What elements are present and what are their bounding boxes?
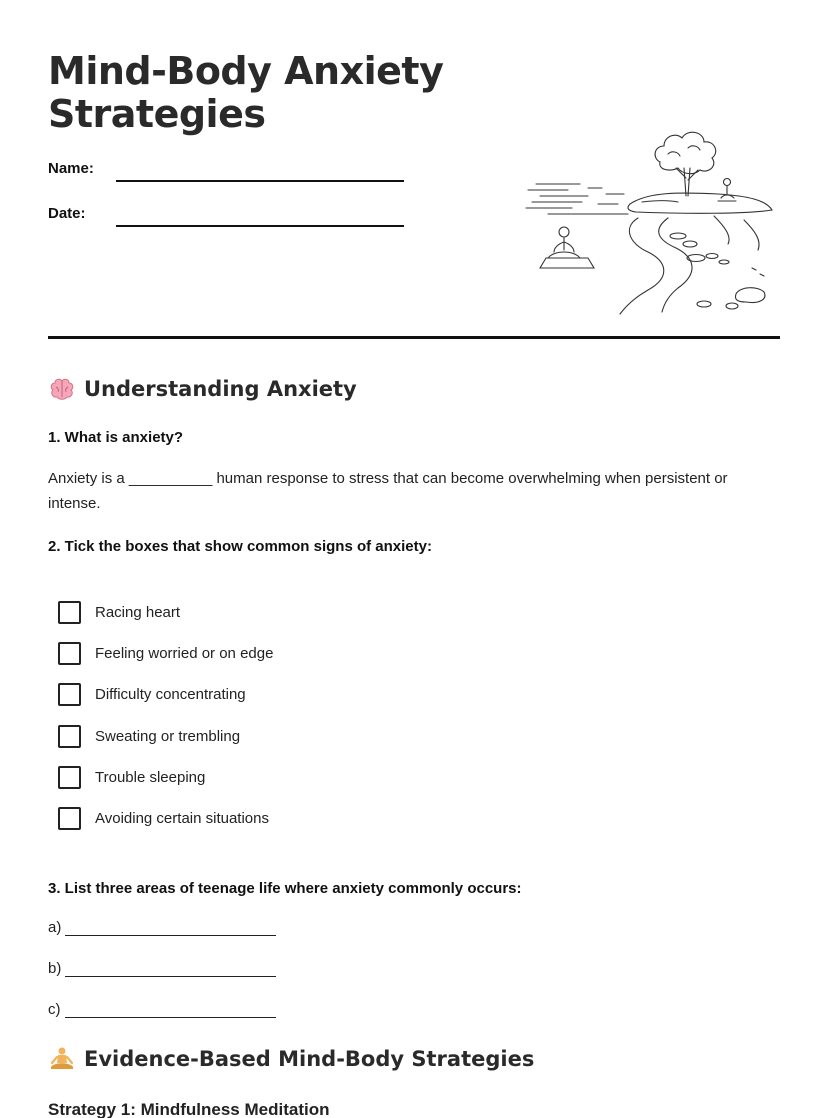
answer-line[interactable] xyxy=(65,963,276,977)
section-heading: Understanding Anxiety xyxy=(84,377,357,401)
checkbox[interactable] xyxy=(58,601,81,624)
answer-letter: b) xyxy=(48,960,62,977)
name-label: Name: xyxy=(48,160,94,177)
checkbox-item[interactable] xyxy=(58,600,180,624)
checkbox-item[interactable] xyxy=(58,641,273,665)
checkbox[interactable] xyxy=(58,725,81,748)
answer-b[interactable] xyxy=(48,960,276,977)
checkbox-item[interactable] xyxy=(58,682,246,706)
answer-c[interactable] xyxy=(48,1001,276,1018)
question-2-label: 2. Tick the boxes that show common signs of anxiety: xyxy=(48,538,432,555)
checkbox-label: Trouble sleeping xyxy=(95,768,206,786)
checkbox-label: Feeling worried or on edge xyxy=(95,644,274,662)
checkbox[interactable] xyxy=(58,807,81,830)
checkbox[interactable] xyxy=(58,683,81,706)
answer-letter: c) xyxy=(48,1001,61,1018)
checkbox[interactable] xyxy=(58,766,81,789)
section-mind-body-strategies xyxy=(48,1045,534,1073)
answer-letter: a) xyxy=(48,919,62,936)
person-meditating-icon xyxy=(48,1045,76,1073)
checkbox-label: Racing heart xyxy=(95,603,181,621)
checkbox-item[interactable] xyxy=(58,765,205,789)
answer-line[interactable] xyxy=(65,922,276,936)
date-field[interactable] xyxy=(116,225,404,227)
date-label: Date: xyxy=(48,205,86,222)
page-title: Mind-Body Anxiety Strategies xyxy=(48,49,444,136)
answer-a[interactable] xyxy=(48,919,276,936)
brain-icon xyxy=(48,375,76,403)
section-understanding-anxiety xyxy=(48,375,357,403)
checkbox-label: Difficulty concentrating xyxy=(95,685,246,703)
section-heading: Evidence-Based Mind-Body Strategies xyxy=(84,1047,535,1071)
checkbox[interactable] xyxy=(58,642,81,665)
question-1-label: 1. What is anxiety? xyxy=(48,429,184,446)
answer-line[interactable] xyxy=(65,1004,276,1018)
checkbox-label: Sweating or trembling xyxy=(95,727,241,745)
name-field[interactable] xyxy=(116,180,404,182)
question-1-text: Anxiety is a __________ human response to stress that can become overwhelming when persistent or intense. xyxy=(48,470,728,512)
checkbox-item[interactable] xyxy=(58,806,269,830)
strategy-1-heading: Strategy 1: Mindfulness Meditation xyxy=(48,1100,330,1118)
checkbox-label: Avoiding certain situations xyxy=(95,809,269,827)
header-divider xyxy=(48,336,780,339)
checkbox-item[interactable] xyxy=(58,724,240,748)
meditation-landscape-illustration xyxy=(518,118,780,318)
question-3-label: 3. List three areas of teenage life where anxiety commonly occurs: xyxy=(48,880,522,897)
